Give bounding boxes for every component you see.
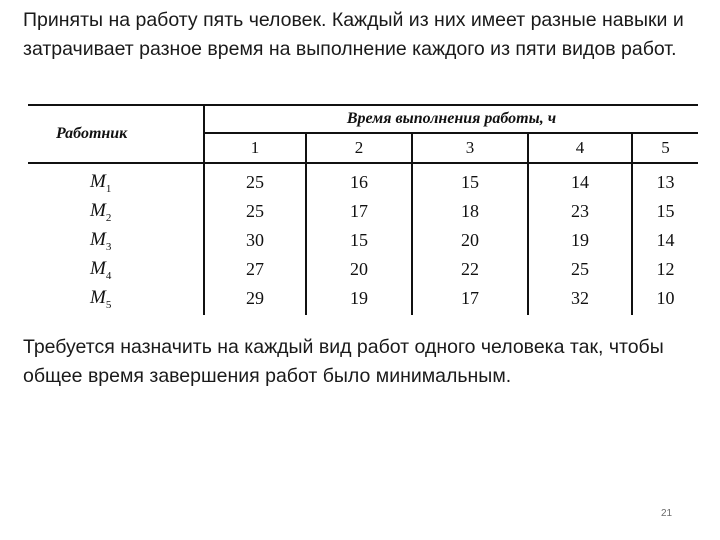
worker-index: 3 (105, 240, 112, 253)
page-number: 21 (661, 508, 673, 519)
table-row (28, 197, 698, 226)
worker-index: 4 (105, 269, 112, 282)
worker-cell (28, 226, 204, 255)
table-header-row (28, 105, 698, 133)
time-cell: 22 (412, 255, 528, 284)
assignment-time-table (28, 104, 698, 311)
job-column-header: 4 (528, 133, 632, 163)
time-column-group-header: Время выполнения работы, ч (204, 105, 698, 133)
time-cell: 19 (306, 284, 412, 315)
time-cell: 16 (306, 163, 412, 197)
time-cell: 17 (306, 197, 412, 226)
worker-column-header: Работник (28, 105, 204, 163)
job-column-header: 2 (306, 133, 412, 163)
time-cell: 15 (656, 201, 675, 221)
time-cell: 29 (204, 284, 306, 315)
worker-cell (28, 284, 204, 315)
job-column-header: 1 (204, 133, 306, 163)
worker-cell (28, 255, 204, 284)
table-row (28, 163, 698, 197)
worker-letter: M (90, 170, 106, 192)
worker-cell (28, 197, 204, 226)
time-cell: 32 (528, 284, 632, 315)
job-column-header: 5 (632, 133, 698, 163)
time-table (28, 104, 698, 315)
time-cell: 30 (204, 226, 306, 255)
task-paragraph: Требуется назначить на каждый вид работ одного человека так, чтобы общее время завершения работ было минимальным. (23, 336, 664, 387)
time-cell: 23 (528, 197, 632, 226)
time-cell: 14 (656, 230, 675, 250)
time-cell: 20 (306, 255, 412, 284)
worker-cell (28, 163, 204, 197)
time-cell: 18 (412, 197, 528, 226)
time-cell: 25 (528, 255, 632, 284)
table-row (28, 284, 698, 315)
table-row (28, 226, 698, 255)
time-cell: 13 (656, 172, 675, 192)
time-cell: 25 (204, 197, 306, 226)
time-cell: 15 (412, 163, 528, 197)
time-cell: 10 (656, 288, 675, 308)
table-row (28, 255, 698, 284)
worker-index: 5 (105, 298, 112, 311)
time-cell: 17 (412, 284, 528, 315)
worker-letter: M (90, 257, 106, 279)
time-cell: 27 (204, 255, 306, 284)
worker-letter: M (90, 228, 106, 250)
intro-paragraph: Приняты на работу пять человек. Каждый из них имеет разные навыки и затрачивает разное время на выполнение каждого из пяти видов работ. (23, 9, 684, 60)
time-cell: 25 (204, 163, 306, 197)
worker-index: 2 (105, 211, 112, 224)
time-cell: 12 (656, 259, 675, 279)
time-cell: 14 (528, 163, 632, 197)
time-cell: 20 (412, 226, 528, 255)
worker-index: 1 (105, 182, 112, 195)
job-column-header: 3 (412, 133, 528, 163)
worker-letter: M (90, 199, 106, 221)
worker-letter: M (90, 286, 106, 308)
time-cell: 15 (306, 226, 412, 255)
time-cell: 19 (528, 226, 632, 255)
